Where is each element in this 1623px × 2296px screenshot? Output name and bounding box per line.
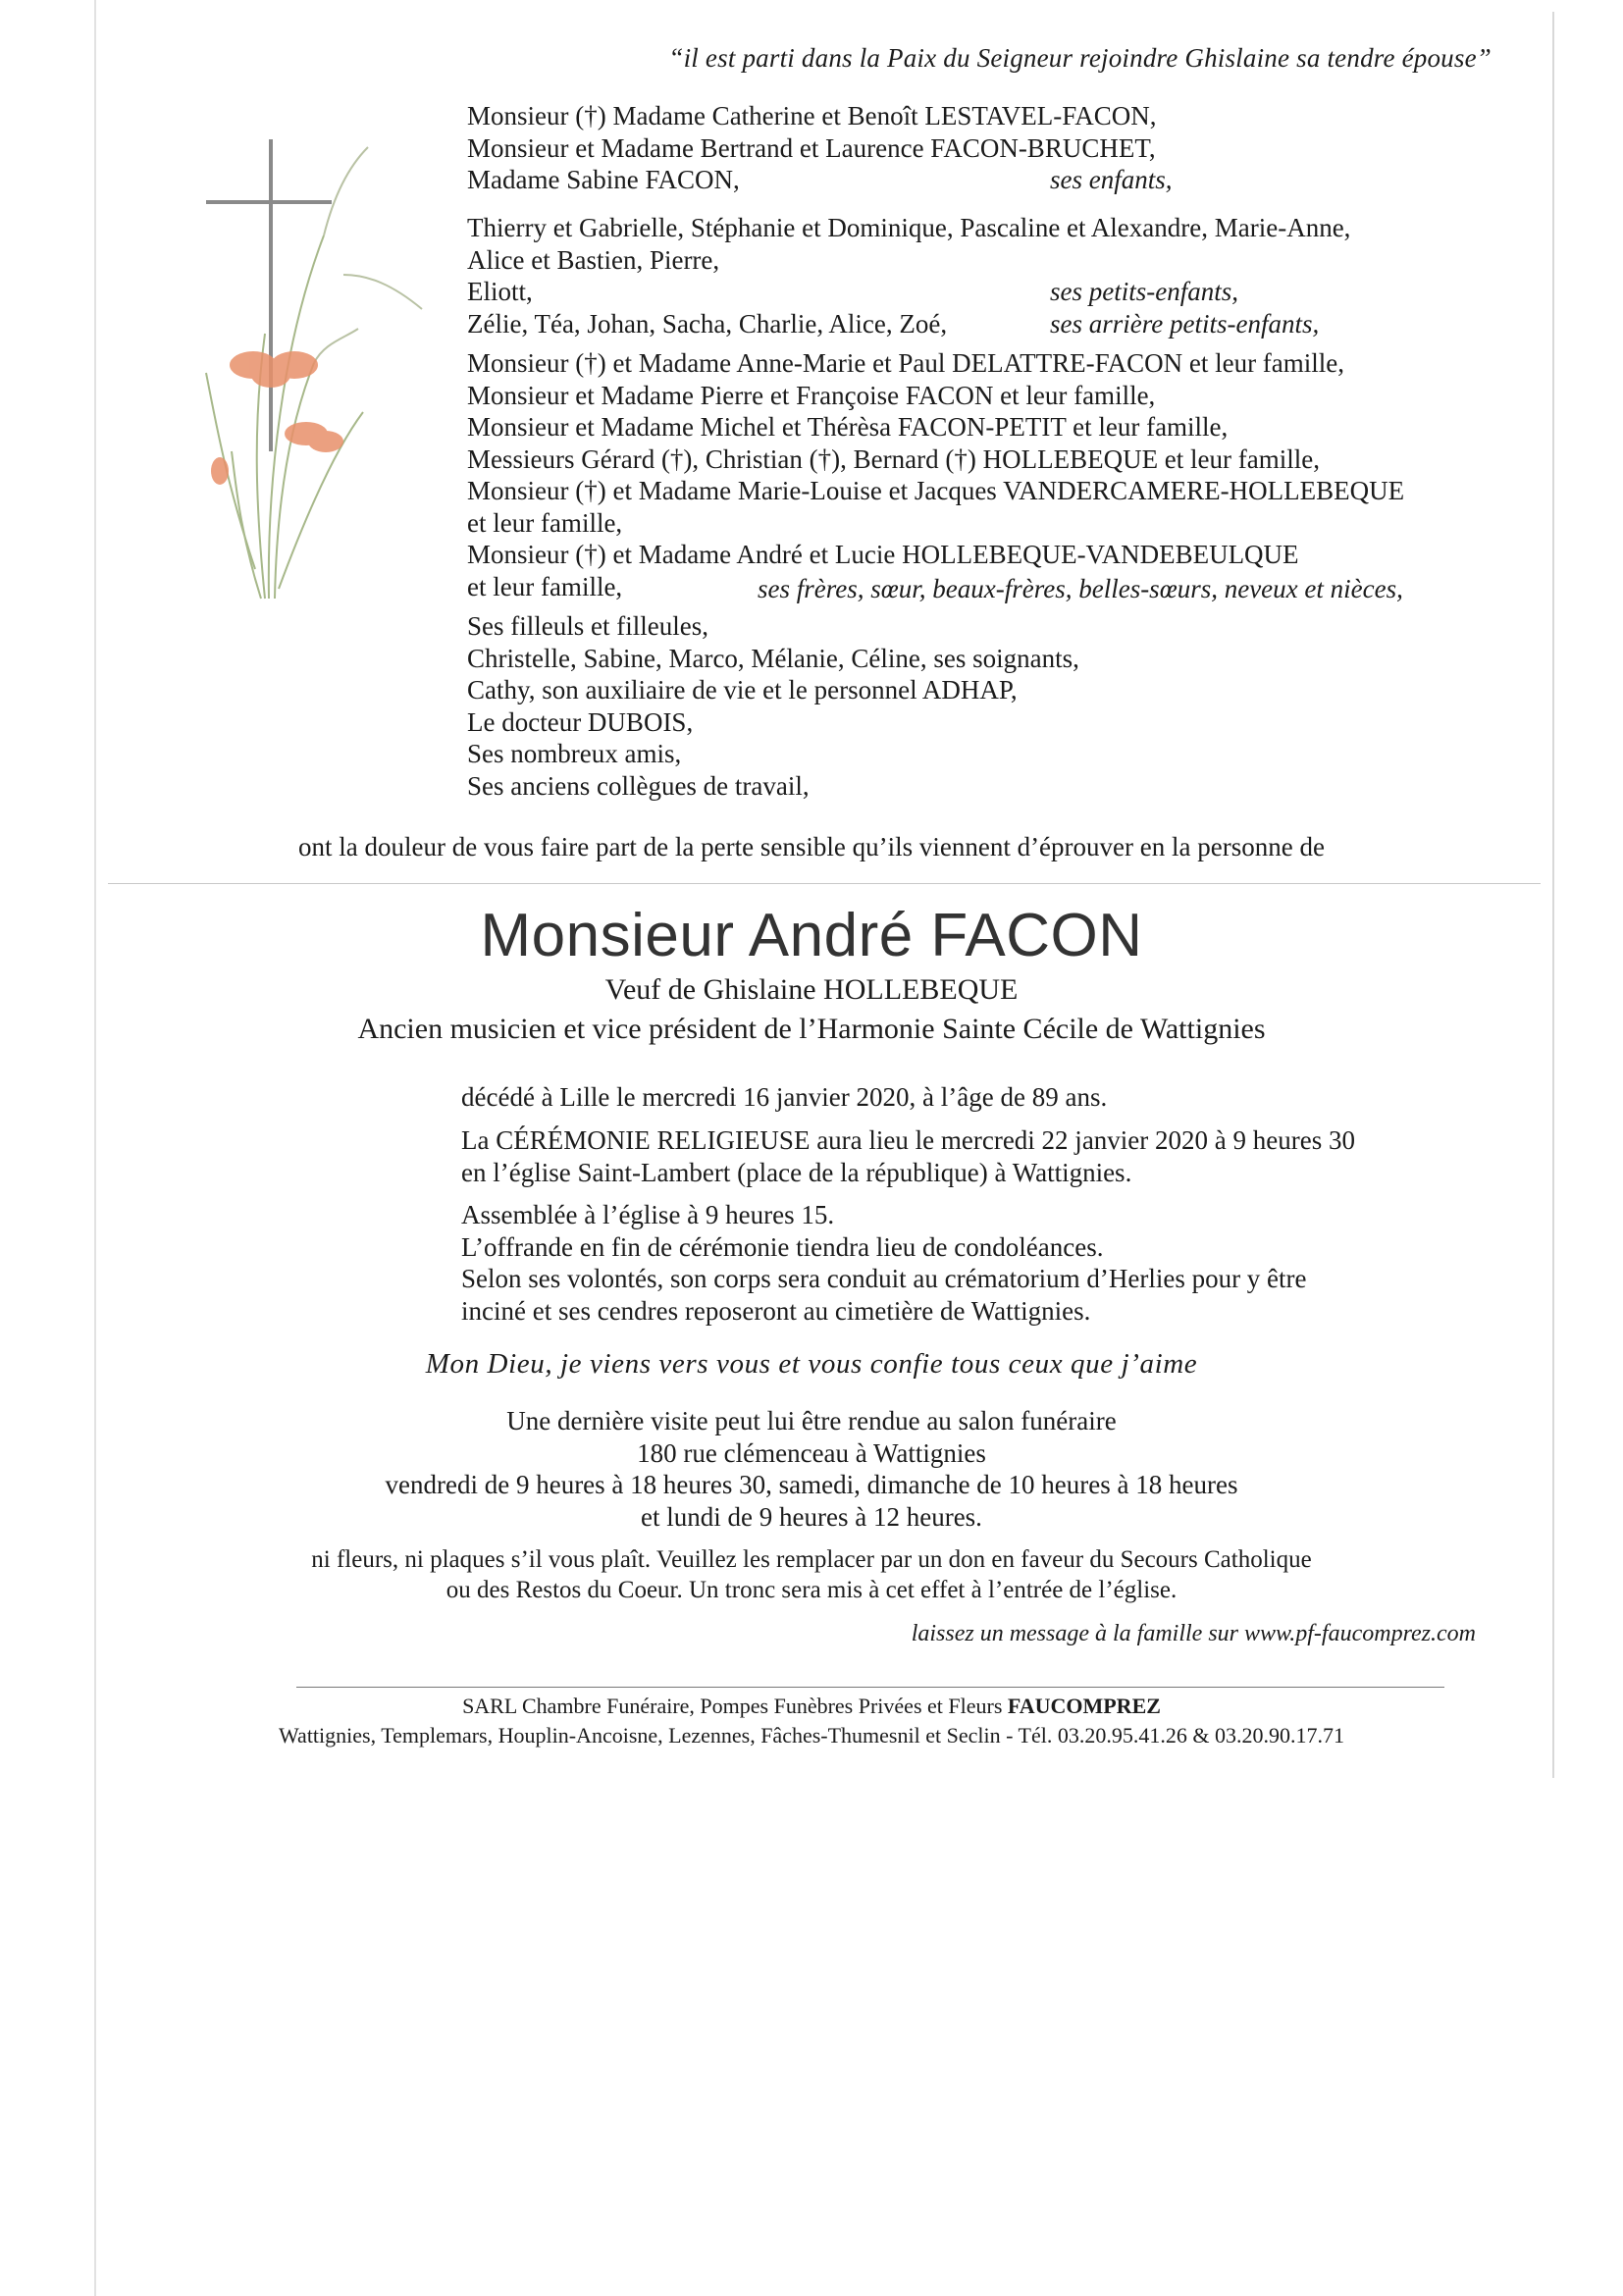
family-line: Monsieur (†) et Madame André et Lucie HOLLEBEQUE-VANDEBEULQUE bbox=[467, 540, 1299, 569]
poppy-flower-icon bbox=[211, 351, 343, 485]
detail-line: en l’église Saint-Lambert (place de la république) à Wattignies. bbox=[461, 1157, 1132, 1187]
detail-line: décédé à Lille le mercredi 16 janvier 2020, à l’âge de 89 ans. bbox=[461, 1082, 1108, 1112]
visit-line: vendredi de 9 heures à 18 heures 30, samedi, dimanche de 10 heures à 18 heures bbox=[385, 1470, 1238, 1499]
donation-note bbox=[0, 1544, 1623, 1605]
visit-line: et lundi de 9 heures à 12 heures. bbox=[641, 1501, 982, 1532]
footer-company bbox=[0, 1692, 1623, 1721]
ceremony-notice bbox=[461, 1124, 1355, 1188]
visit-line: Une dernière visite peut lui être rendue au salon funéraire bbox=[506, 1406, 1117, 1435]
footer-locations: Wattignies, Templemars, Houplin-Ancoisne, Lezennes, Fâches-Thumesnil et Seclin - Tél. 03.20.95.41.26 & 03.20.90.17.71 bbox=[279, 1723, 1344, 1748]
fold-line bbox=[108, 883, 1541, 884]
family-line: Thierry et Gabrielle, Stéphanie et Dominique, Pascaline et Alexandre, Marie-Anne, bbox=[467, 213, 1351, 242]
grandchildren-block bbox=[467, 212, 1350, 339]
family-line: Cathy, son auxiliaire de vie et le personnel ADHAP, bbox=[467, 675, 1018, 704]
donation-line: ou des Restos du Coeur. Un tronc sera mis à cet effet à l’entrée de l’église. bbox=[445, 1577, 1178, 1603]
family-line: Monsieur (†) et Madame Marie-Louise et Jacques VANDERCAMERE-HOLLEBEQUE bbox=[467, 476, 1405, 505]
family-line: Ses filleuls et filleules, bbox=[467, 611, 708, 641]
family-line: Monsieur et Madame Bertrand et Laurence FACON-BRUCHET, bbox=[467, 132, 1156, 163]
detail-line: Assemblée à l’église à 9 heures 15. bbox=[461, 1200, 835, 1229]
deceased-name: Monsieur André FACON bbox=[480, 902, 1143, 969]
others-block bbox=[467, 610, 1079, 802]
family-line: Madame Sabine FACON, bbox=[467, 165, 740, 194]
role-label: ses arrière petits-enfants, bbox=[1050, 308, 1320, 339]
detail-line: Selon ses volontés, son corps sera conduit au crématorium d’Herlies pour y être bbox=[461, 1264, 1307, 1293]
family-line: Monsieur (†) Madame Catherine et Benoît LESTAVEL-FACON, bbox=[467, 101, 1157, 130]
family-line: Ses nombreux amis, bbox=[467, 739, 682, 768]
family-line: Monsieur et Madame Michel et Thérèsa FACON-PETIT et leur famille, bbox=[467, 412, 1229, 442]
family-line: Eliott, bbox=[467, 277, 533, 306]
left-edge-line bbox=[94, 0, 96, 2296]
deceased-title: Ancien musicien et vice président de l’Harmonie Sainte Cécile de Wattignies bbox=[357, 1013, 1266, 1045]
company-name: FAUCOMPREZ bbox=[1007, 1694, 1161, 1718]
donation-line: ni fleurs, ni plaques s’il vous plaît. Veuillez les remplacer par un don en faveur du Secours Catholique bbox=[311, 1546, 1312, 1573]
death-notice bbox=[461, 1081, 1107, 1114]
prayer-line: Mon Dieu, je viens vers vous et vous confie tous ceux que j’aime bbox=[425, 1348, 1198, 1380]
company-prefix: SARL Chambre Funéraire, Pompes Funèbres Privées et Fleurs bbox=[462, 1694, 1003, 1718]
family-line: Monsieur (†) et Madame Anne-Marie et Paul DELATTRE-FACON et leur famille, bbox=[467, 348, 1345, 378]
family-line: Christelle, Sabine, Marco, Mélanie, Céline, ses soignants, bbox=[467, 643, 1079, 673]
stems-icon bbox=[206, 235, 363, 599]
cross-icon bbox=[206, 139, 332, 451]
role-label: ses frères, sœur, beaux-frères, belles-sœurs, neveux et nièces, bbox=[758, 573, 1403, 603]
detail-line: inciné et ses cendres reposeront au cimetière de Wattignies. bbox=[461, 1295, 1091, 1326]
epigraph-quote: “il est parti dans la Paix du Seigneur rejoindre Ghislaine sa tendre épouse” bbox=[668, 43, 1492, 73]
family-line: Ses anciens collègues de travail, bbox=[467, 770, 810, 801]
family-line: et leur famille, bbox=[467, 507, 623, 538]
children-block bbox=[467, 100, 1173, 196]
footer-divider bbox=[296, 1687, 1444, 1688]
role-label: ses enfants, bbox=[1050, 165, 1173, 194]
visit-info bbox=[0, 1405, 1623, 1533]
cross-poppy-illustration bbox=[196, 128, 451, 638]
family-line-row bbox=[467, 308, 1350, 340]
family-line: Alice et Bastien, Pierre, bbox=[467, 244, 720, 275]
family-line-row bbox=[467, 276, 1350, 308]
announcement-intro: ont la douleur de vous faire part de la perte sensible qu’ils viennent d’éprouver en la personne de bbox=[298, 832, 1325, 861]
footer bbox=[0, 1692, 1623, 1750]
family-line: Messieurs Gérard (†), Christian (†), Bernard (†) HOLLEBEQUE et leur famille, bbox=[467, 444, 1320, 474]
wheat-ears-icon bbox=[314, 147, 422, 363]
family-line-row bbox=[467, 164, 1173, 196]
family-line: et leur famille, bbox=[467, 571, 623, 601]
family-line: Le docteur DUBOIS, bbox=[467, 706, 694, 737]
detail-line: La CÉRÉMONIE RELIGIEUSE aura lieu le mercredi 22 janvier 2020 à 9 heures 30 bbox=[461, 1125, 1355, 1155]
detail-line: L’offrande en fin de cérémonie tiendra lieu de condoléances. bbox=[461, 1231, 1104, 1262]
website-link[interactable]: laissez un message à la famille sur www.pf-faucomprez.com bbox=[911, 1621, 1476, 1646]
visit-line: 180 rue clémenceau à Wattignies bbox=[637, 1437, 986, 1468]
deceased-widower: Veuf de Ghislaine HOLLEBEQUE bbox=[604, 973, 1019, 1006]
assembly-notice bbox=[461, 1199, 1307, 1327]
role-label: ses petits-enfants, bbox=[1050, 277, 1238, 306]
family-line: Monsieur et Madame Pierre et Françoise FACON et leur famille, bbox=[467, 380, 1156, 410]
family-line: Zélie, Téa, Johan, Sacha, Charlie, Alice, Zoé, bbox=[467, 308, 948, 339]
family-line-row bbox=[467, 571, 1404, 603]
siblings-block bbox=[467, 347, 1404, 602]
